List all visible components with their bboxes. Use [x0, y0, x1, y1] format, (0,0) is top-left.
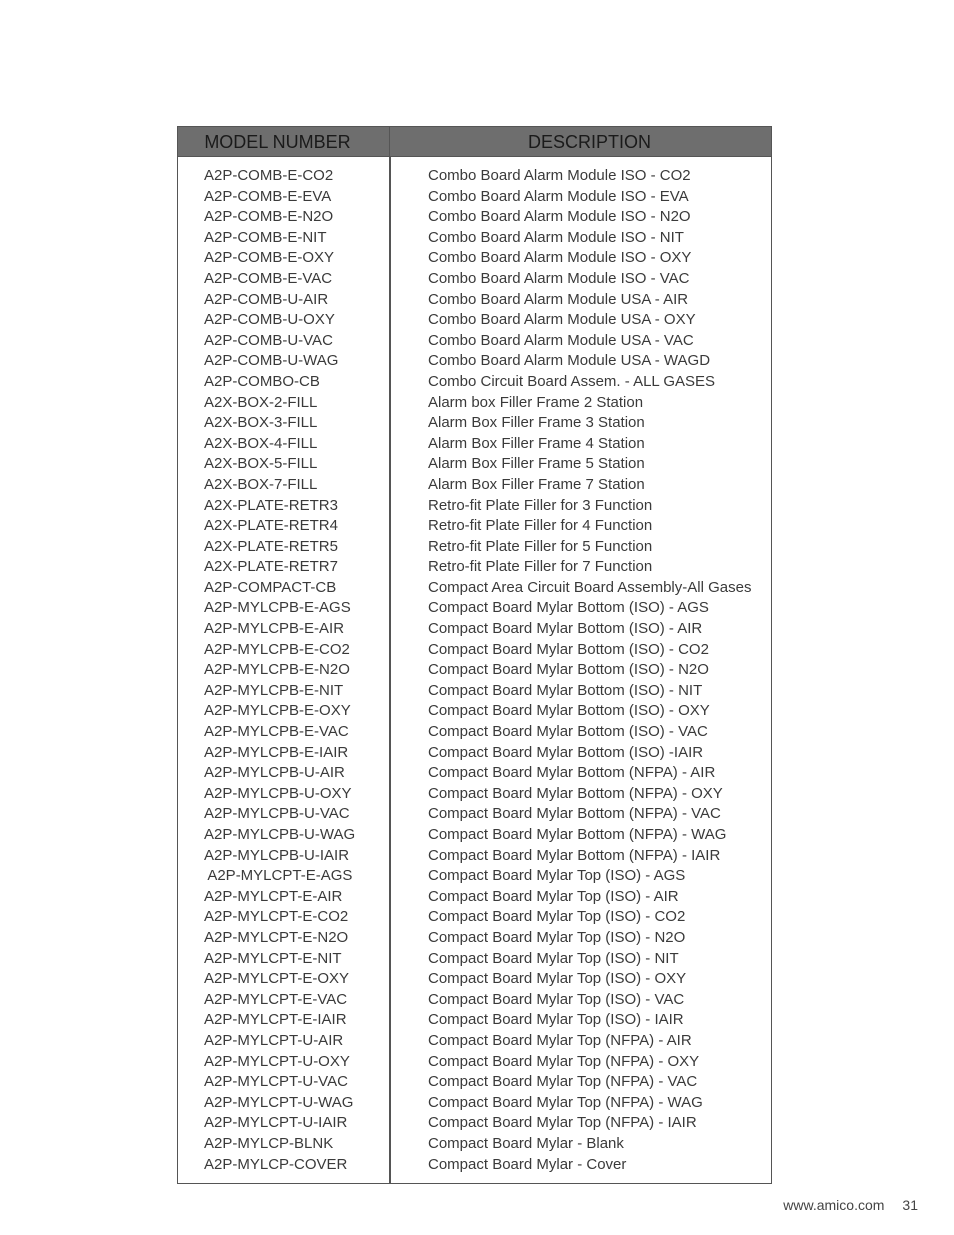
table-row	[178, 1010, 771, 1031]
model-number-cell: A2P-COMB-E-OXY	[204, 249, 335, 267]
table-body	[178, 166, 771, 1175]
table-row	[178, 1113, 771, 1134]
table-row	[178, 228, 771, 249]
model-number-cell: A2P-MYLCPB-U-AIR	[204, 764, 345, 782]
parts-table	[177, 126, 772, 1184]
model-number-cell: A2P-MYLCPB-U-VAC	[204, 805, 350, 823]
model-number-cell: A2P-COMBO-CB	[204, 372, 320, 390]
description-cell: Compact Board Mylar Top (NFPA) - VAC	[428, 1073, 698, 1091]
table-row	[178, 310, 771, 331]
table-row	[178, 598, 771, 619]
model-number-cell: A2P-MYLCPT-U-AIR	[204, 1031, 344, 1049]
table-row	[178, 1052, 771, 1073]
model-number-cell: A2X-BOX-5-FILL	[204, 455, 318, 473]
description-cell: Alarm Box Filler Frame 7 Station	[428, 475, 645, 493]
model-number-cell: A2P-COMB-E-NIT	[204, 228, 327, 246]
table-row	[178, 763, 771, 784]
description-cell: Combo Board Alarm Module ISO - OXY	[428, 249, 692, 267]
table-header	[178, 127, 771, 157]
table-row	[178, 907, 771, 928]
description-cell: Alarm Box Filler Frame 4 Station	[428, 434, 645, 452]
model-number-cell: A2P-MYLCPB-U-OXY	[204, 784, 352, 802]
description-cell: Compact Board Mylar Top (ISO) - OXY	[428, 970, 687, 988]
model-number-cell: A2P-MYLCPT-E-AIR	[204, 887, 343, 905]
description-cell: Compact Board Mylar Top (ISO) - AIR	[428, 887, 679, 905]
description-cell: Compact Board Mylar Top (NFPA) - WAG	[428, 1093, 703, 1111]
model-number-cell: A2P-MYLCPB-E-IAIR	[204, 743, 349, 761]
table-row	[178, 578, 771, 599]
table-row	[178, 516, 771, 537]
description-cell: Combo Board Alarm Module ISO - CO2	[428, 167, 691, 184]
table-row	[178, 743, 771, 764]
table-row	[178, 331, 771, 352]
model-number-cell: A2P-MYLCPT-E-OXY	[204, 970, 350, 988]
description-cell: Retro-fit Plate Filler for 4 Function	[428, 517, 653, 535]
footer-website: www.amico.com	[783, 1197, 885, 1213]
table-row	[178, 784, 771, 805]
table-row	[178, 557, 771, 578]
table-row	[178, 928, 771, 949]
description-cell: Compact Board Mylar Bottom (ISO) - VAC	[428, 723, 708, 741]
table-row	[178, 496, 771, 517]
table-row	[178, 887, 771, 908]
model-number-cell: A2P-MYLCPT-U-VAC	[204, 1073, 348, 1091]
model-number-cell: A2P-MYLCPB-E-VAC	[204, 723, 349, 741]
description-cell: Combo Board Alarm Module ISO - EVA	[428, 187, 689, 205]
description-cell: Compact Board Mylar Bottom (NFPA) - WAG	[428, 826, 727, 843]
description-cell: Alarm Box Filler Frame 5 Station	[428, 455, 645, 473]
table-row	[178, 269, 771, 290]
header-description: DESCRIPTION	[528, 132, 652, 152]
model-number-cell: A2X-PLATE-RETR3	[204, 496, 338, 514]
description-cell: Alarm Box Filler Frame 3 Station	[428, 414, 645, 432]
table-row	[178, 393, 771, 414]
model-number-cell: A2P-MYLCPB-U-WAG	[204, 826, 356, 843]
description-cell: Compact Board Mylar Bottom (NFPA) - OXY	[428, 784, 723, 802]
model-number-cell: A2P-COMB-E-CO2	[204, 167, 334, 184]
table-row	[178, 187, 771, 208]
table-row	[178, 166, 771, 187]
description-cell: Compact Board Mylar Top (ISO) - VAC	[428, 990, 685, 1008]
table-row	[178, 1072, 771, 1093]
table-row	[178, 660, 771, 681]
table-row	[178, 290, 771, 311]
table-row	[178, 1031, 771, 1052]
model-number-cell: A2X-BOX-7-FILL	[204, 475, 318, 493]
description-cell: Retro-fit Plate Filler for 3 Function	[428, 496, 653, 514]
description-cell: Combo Board Alarm Module ISO - NIT	[428, 228, 684, 246]
description-cell: Compact Board Mylar Top (NFPA) - IAIR	[428, 1114, 697, 1132]
model-number-cell: A2P-MYLCPT-U-IAIR	[204, 1114, 348, 1132]
description-cell: Compact Board Mylar Bottom (NFPA) - IAIR	[428, 846, 721, 864]
description-cell: Compact Board Mylar Bottom (ISO) - NIT	[428, 681, 703, 699]
description-cell: Compact Board Mylar Bottom (ISO) -IAIR	[428, 743, 704, 761]
model-number-cell: A2P-MYLCPT-E-NIT	[204, 949, 342, 967]
table-row	[178, 207, 771, 228]
description-cell: Compact Board Mylar Top (ISO) - N2O	[428, 928, 686, 946]
table-row	[178, 1155, 771, 1176]
model-number-cell: A2P-MYLCPB-E-AGS	[204, 599, 351, 617]
table-row	[178, 681, 771, 702]
description-cell: Retro-fit Plate Filler for 7 Function	[428, 558, 653, 576]
table-row	[178, 537, 771, 558]
description-cell: Compact Board Mylar Bottom (ISO) - AGS	[428, 599, 709, 617]
model-number-cell: A2P-MYLCPT-E-AGS	[204, 867, 353, 885]
model-number-cell: A2X-BOX-2-FILL	[204, 393, 318, 411]
table-row	[178, 866, 771, 887]
description-cell: Compact Board Mylar Bottom (NFPA) - AIR	[428, 764, 716, 782]
model-number-cell: A2P-MYLCPB-E-NIT	[204, 681, 344, 699]
description-cell: Compact Board Mylar - Cover	[428, 1155, 627, 1173]
description-cell: Combo Board Alarm Module ISO - N2O	[428, 208, 691, 226]
description-cell: Compact Board Mylar Top (ISO) - AGS	[428, 867, 686, 885]
model-number-cell: A2P-MYLCP-BLNK	[204, 1134, 334, 1152]
table-row	[178, 990, 771, 1011]
model-number-cell: A2P-MYLCPB-U-IAIR	[204, 846, 350, 864]
model-number-cell: A2X-BOX-4-FILL	[204, 434, 318, 452]
table-row	[178, 949, 771, 970]
table-row	[178, 804, 771, 825]
description-cell: Combo Board Alarm Module USA - OXY	[428, 311, 696, 329]
model-number-cell: A2P-MYLCPT-E-VAC	[204, 990, 348, 1008]
description-cell: Compact Board Mylar Bottom (ISO) - CO2	[428, 640, 709, 658]
description-cell: Alarm box Filler Frame 2 Station	[428, 393, 644, 411]
description-cell: Compact Board Mylar - Blank	[428, 1134, 624, 1152]
model-number-cell: A2P-MYLCPB-E-CO2	[204, 640, 350, 658]
model-number-cell: A2X-PLATE-RETR4	[204, 517, 338, 535]
description-cell: Combo Board Alarm Module USA - VAC	[428, 331, 694, 349]
model-number-cell: A2P-MYLCPB-E-AIR	[204, 620, 345, 638]
model-number-cell: A2P-COMB-U-OXY	[204, 311, 335, 329]
page-number: 31	[902, 1197, 918, 1213]
table-row	[178, 846, 771, 867]
table-row	[178, 1093, 771, 1114]
model-number-cell: A2P-MYLCPB-E-OXY	[204, 702, 351, 720]
model-number-cell: A2P-COMB-U-AIR	[204, 290, 329, 308]
table-row	[178, 248, 771, 269]
description-cell: Compact Area Circuit Board Assembly-All Gases	[428, 578, 752, 596]
table-row	[178, 454, 771, 475]
description-cell: Compact Board Mylar Top (ISO) - IAIR	[428, 1011, 684, 1029]
description-cell: Combo Board Alarm Module ISO - VAC	[428, 269, 690, 287]
model-number-cell: A2P-MYLCPT-E-CO2	[204, 908, 349, 926]
model-number-cell: A2P-COMB-U-VAC	[204, 331, 333, 349]
table-row	[178, 372, 771, 393]
model-number-cell: A2P-COMB-U-WAG	[204, 352, 339, 370]
model-number-cell: A2P-COMB-E-VAC	[204, 269, 333, 287]
model-number-cell: A2X-PLATE-RETR7	[204, 558, 338, 576]
model-number-cell: A2P-MYLCPT-U-WAG	[204, 1093, 354, 1111]
description-cell: Combo Board Alarm Module USA - WAGD	[428, 352, 711, 370]
model-number-cell: A2P-MYLCPT-E-IAIR	[204, 1011, 347, 1029]
table-row	[178, 722, 771, 743]
description-cell: Compact Board Mylar Top (ISO) - CO2	[428, 908, 686, 926]
header-model-number: MODEL NUMBER	[178, 127, 390, 156]
table-row	[178, 434, 771, 455]
model-number-cell: A2P-COMB-E-N2O	[204, 208, 334, 226]
page-footer	[783, 1197, 918, 1213]
description-cell: Compact Board Mylar Bottom (ISO) - N2O	[428, 661, 709, 679]
description-cell: Combo Board Alarm Module USA - AIR	[428, 290, 689, 308]
table-row	[178, 475, 771, 496]
table-row	[178, 413, 771, 434]
description-cell: Compact Board Mylar Top (NFPA) - AIR	[428, 1031, 692, 1049]
table-row	[178, 825, 771, 846]
description-cell: Compact Board Mylar Top (ISO) - NIT	[428, 949, 679, 967]
model-number-cell: A2P-MYLCP-COVER	[204, 1155, 348, 1173]
model-number-cell: A2P-MYLCPT-E-N2O	[204, 928, 349, 946]
model-number-cell: A2X-BOX-3-FILL	[204, 414, 318, 432]
model-number-cell: A2P-MYLCPT-U-OXY	[204, 1052, 350, 1070]
table-row	[178, 640, 771, 661]
table-row	[178, 969, 771, 990]
model-number-cell: A2P-MYLCPB-E-N2O	[204, 661, 350, 679]
description-cell: Compact Board Mylar Top (NFPA) - OXY	[428, 1052, 700, 1070]
table-row	[178, 351, 771, 372]
description-cell: Retro-fit Plate Filler for 5 Function	[428, 537, 653, 555]
description-cell: Compact Board Mylar Bottom (ISO) - OXY	[428, 702, 710, 720]
description-cell: Combo Circuit Board Assem. - ALL GASES	[428, 372, 716, 390]
table-row	[178, 1134, 771, 1155]
description-cell: Compact Board Mylar Bottom (NFPA) - VAC	[428, 805, 721, 823]
model-number-cell: A2P-COMB-E-EVA	[204, 187, 332, 205]
description-cell: Compact Board Mylar Bottom (ISO) - AIR	[428, 620, 703, 638]
model-number-cell: A2X-PLATE-RETR5	[204, 537, 338, 555]
model-number-cell: A2P-COMPACT-CB	[204, 578, 337, 596]
table-row	[178, 619, 771, 640]
table-row	[178, 701, 771, 722]
